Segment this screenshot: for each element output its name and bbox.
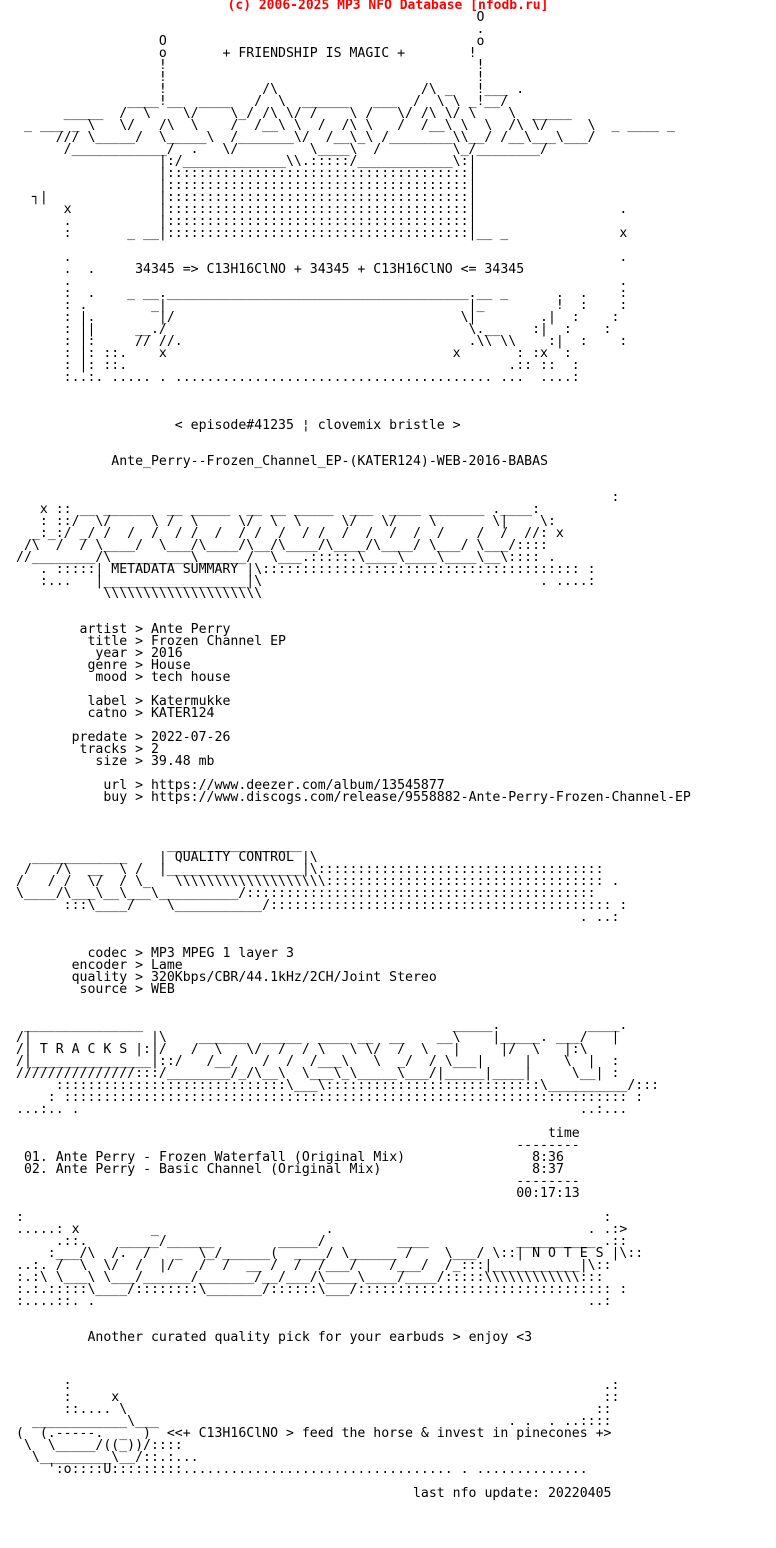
ascii-art: .::. _____/______ _____/ ____ __________ .:: <box>16 1234 628 1249</box>
meta-predate: predate > 2022-07-26 <box>16 730 231 745</box>
ascii-art: ____________ | QUALITY CONTROL |\ <box>16 850 318 865</box>
ascii-art: ::.... \ :: <box>16 1402 612 1417</box>
ascii-art: : . _ __.______________________________________.__ _ . . : <box>16 286 628 301</box>
ascii-art: \_________\__/::.:... <box>16 1450 199 1465</box>
ascii-art: ! ! <box>16 70 485 85</box>
ascii-art: o + FRIENDSHIP IS MAGIC + ! <box>16 46 477 61</box>
ascii-art: :::\____/ \___________/::::::::::::::::::::::::::::::::::::::::::: : <box>16 898 628 913</box>
ascii-art: ____________\___ . . . ..:::: <box>16 1414 612 1429</box>
ascii-art: ( (.-----. _ ) <<+ C13H16ClNO > feed the horse & invest in pinecones +> <box>16 1426 612 1441</box>
ascii-art: : |: // //. .\\ \\ :| : : <box>16 334 628 349</box>
nfo-document <box>16 0 776 1500</box>
ascii-art: . <box>16 22 485 37</box>
last-update: last nfo update: 20220405 <box>412 1486 612 1501</box>
ascii-art: :.:.:::::\____/::::::::\_______/::::::\___/:::::::::::::::::::::::::::::::: : <box>16 1282 628 1297</box>
chem-line: 34345 => C13H16ClNO + 34345 + C13H16ClNO <= 34345 <box>135 262 525 277</box>
qc-source: source > WEB <box>16 982 175 997</box>
meta-buy: buy > https://www.discogs.com/release/9558882-Ante-Perry-Frozen-Channel-EP <box>16 790 691 805</box>
ascii-art: : : <box>16 1210 612 1225</box>
tracklist-rule: -------- <box>16 1138 580 1153</box>
ascii-art: . . <box>16 250 628 265</box>
release-name: Ante_Perry--Frozen_Channel_EP-(KATER124)-WEB-2016-BABAS <box>111 454 548 469</box>
qc-quality: quality > 320Kbps/CBR/44.1kHz/2CH/Joint Stereo <box>16 970 437 985</box>
ascii-art: :... |__________________|\ . ....: <box>16 574 596 589</box>
ascii-art: /| T R A C K S |:|/ / \ \/ / / \ \ \/ / \ | |/ \ |:\ <box>16 1042 588 1057</box>
footer-tagline: <<+ C13H16ClNO > feed the horse & invest in pinecones +> <box>166 1426 612 1441</box>
ascii-art: . . 34345 => C13H16ClNO + 34345 + C13H16ClNO <= 34345 <box>16 262 525 277</box>
ascii-art: / /\ __ \ / |_________________|\:::::::::::::::::::::::::::::::::::: <box>16 862 604 877</box>
nfodb-header: (c) 2006-2025 MP3 NFO Database [nfodb.ru] <box>227 0 549 13</box>
ascii-art: /|_______________|::/ /__/ / / /___\ \ _/ / \___| | \ | : <box>16 1054 620 1069</box>
ascii-art: . |::::::::::::::::::::::::::::::::::::::| <box>16 214 477 229</box>
ascii-art: \ \_____/((_))/:::: <box>16 1438 183 1453</box>
ascii-art: _:_:/ _/ / / / / / / / / / / / / / / / / / / //: x <box>16 526 564 541</box>
qc-encoder: encoder > Lame <box>16 958 183 973</box>
ascii-art: : .: <box>16 1378 620 1393</box>
meta-genre: genre > House <box>16 658 191 673</box>
ascii-art: _________________ <box>16 838 302 853</box>
section-metadata: METADATA SUMMARY <box>111 562 239 577</box>
ascii-art: ! ! <box>16 58 485 73</box>
ascii-art: ┐| |::::::::::::::::::::::::::::::::::::::| <box>16 190 477 205</box>
meta-url: url > https://www.deezer.com/album/13545877 <box>16 778 445 793</box>
ascii-art: : ::::::::::::::::::::::::::::::::::::::::::::::::::::::::::::::::::::::: : <box>16 1090 644 1105</box>
meta-mood: mood > tech house <box>16 670 231 685</box>
section-tracks: T R A C K S <box>39 1042 128 1057</box>
ascii-art: ____!__ ____ / \ ______ ___ / \ \ _!__/ <box>16 94 509 109</box>
episode-line: < episode#41235 ¦ clovemix bristle > <box>174 418 461 433</box>
ascii-art: _______________ _____. ____. <box>16 1018 628 1033</box>
notes-text: Another curated quality pick for your earbuds > enjoy <3 <box>87 1330 533 1345</box>
tracklist-rule: -------- <box>16 1174 580 1189</box>
qc-codec: codec > MP3 MPEG 1 layer 3 <box>16 946 294 961</box>
meta-tracks: tracks > 2 <box>16 742 159 757</box>
ascii-art: x |::::::::::::::::::::::::::::::::::::::| . <box>16 202 628 217</box>
ascii-art: /\ / / \____/ \___/\____/\__/\____/\____/\____/ \___/ \___/:::: <box>16 538 548 553</box>
tracklist-time-header: time <box>547 1126 580 1141</box>
ascii-art: : || __./ \.__ :| : : <box>16 322 612 337</box>
ascii-art: . ..: <box>16 910 620 925</box>
ascii-art: ...:.. . ..:... <box>16 1102 628 1117</box>
ascii-art: : <box>16 490 620 505</box>
ascii-art: .....: x _ . . .:> <box>16 1222 628 1237</box>
ascii-art: / / / \/ / \_ \\\\\\\\\\\\\\\\\\\::::::::::::::::::::::::::::::::::: . <box>16 874 620 889</box>
ascii-art: O o <box>16 34 485 49</box>
ascii-art: :..:. ..... . ........................................ ... ....: <box>16 370 580 385</box>
section-quality: QUALITY CONTROL <box>174 850 294 865</box>
ascii-art: |::::::::::::::::::::::::::::::::::::::| <box>16 166 477 181</box>
ascii-art: : ::/ \/ \ / \ \/ \ \ \/ \/ \ \| \: <box>16 514 556 529</box>
section-notes: N O T E S <box>532 1246 604 1261</box>
ascii-art: \\\\\\\\\\\\\\\\\\\\ <box>16 586 263 601</box>
ascii-art: . . <box>16 274 628 289</box>
tracklist-total: 00:17:13 <box>516 1186 580 1201</box>
ascii-art: x :: __ ______ __ _____ __ __ _____ ___ ____ _______ .____: <box>16 502 541 517</box>
ascii-art: ':o::::U:::::::::.................................. . .............. <box>16 1462 588 1477</box>
ascii-art: /// \_____/ \_____\ /_______\/ /__\_\ /________\\__/ /__\___\___/ <box>16 130 596 145</box>
track-row: 01. Ante Perry - Frozen Waterfall (Original Mix) 8:36 <box>23 1150 564 1165</box>
ascii-art: ///////////////:::/________/_/\__\ \___\_\_____\___/|_____|____| \__| : <box>16 1066 620 1081</box>
ascii-art: |:/_____________\\.:::::/____________\:| <box>16 154 477 169</box>
ascii-art: : . _| |_ ! : : <box>16 298 628 313</box>
meta-label: label > Katermukke <box>16 694 231 709</box>
ascii-art: : |: ::. x x : :x : <box>16 346 572 361</box>
meta-size: size > 39.48 mb <box>16 754 215 769</box>
track-row: 02. Ante Perry - Basic Channel (Original Mix) 8:37 <box>23 1162 564 1177</box>
ascii-art: : |: ::. .:: :: : <box>16 358 580 373</box>
meta-catno: catno > KATER124 <box>16 706 215 721</box>
ascii-art: ! /\ /\ _ !___ . <box>16 82 525 97</box>
ascii-art: ..:. / \ \/ / |/ / / __ / / /___/ /___/ /_:::|___________|\:: <box>16 1258 612 1273</box>
buy-link[interactable]: https://www.discogs.com/release/9558882-Ante-Perry-Frozen-Channel-EP <box>150 790 691 805</box>
ascii-art: //________/\__________\______/ \___.:::::.\____\____\____\__\:::: . <box>16 550 556 565</box>
ascii-art: \____/\___\__\___\__________/:::::::::::::::::::::::::::::::::::::::::::: <box>16 886 596 901</box>
ascii-art: _____ / \ \/ \_/ /\ \/ / \ / \/ /\ \/ \ \ _____ <box>16 106 572 121</box>
meta-title: title > Frozen Channel EP <box>16 634 286 649</box>
ascii-art: : _ __|::::::::::::::::::::::::::::::::::::::|__ _ x <box>16 226 628 241</box>
meta-year: year > 2016 <box>16 646 183 661</box>
ascii-art: :.:\ \___\ \___/______/_______/__/___/\____\____/____/:::::\\\\\\\\\\\\::: <box>16 1270 604 1285</box>
ascii-art: :___/\ /. / _ \_/______( ____/ \______ / \___/ \::| N O T E S |\:: <box>16 1246 644 1261</box>
ascii-art: /____________/ . \/ \____\ / \_/________/ <box>16 142 548 157</box>
url-link[interactable]: https://www.deezer.com/album/13545877 <box>150 778 445 793</box>
ascii-art: :::::::::::::::::::::::::::::\___\:::::::::::::::::::::::::::\__________/::: <box>16 1078 660 1093</box>
ascii-art: |::::::::::::::::::::::::::::::::::::::| <box>16 178 477 193</box>
ascii-art: /| |\ ______ _____ ____ __ __ __\ |_____. ___/ | <box>16 1030 620 1045</box>
ascii-art: O <box>16 10 485 25</box>
slogan: + FRIENDSHIP IS MAGIC + <box>222 46 406 61</box>
meta-artist: artist > Ante Perry <box>16 622 231 637</box>
ascii-art: :....::. . ..: <box>16 1294 612 1309</box>
ascii-art: _ ___ _ \ \/ /\ \ / /__\ \ / /\ \ / /__\ \ \ /\ \/ \ _ ____ _ <box>16 118 675 133</box>
ascii-art: : |. |/ \| .| : : <box>16 310 620 325</box>
ascii-art: . :::::| METADATA SUMMARY |\:::::::::::::::::::::::::::::::::::::::: : <box>16 562 596 577</box>
ascii-art: : x :: <box>16 1390 620 1405</box>
